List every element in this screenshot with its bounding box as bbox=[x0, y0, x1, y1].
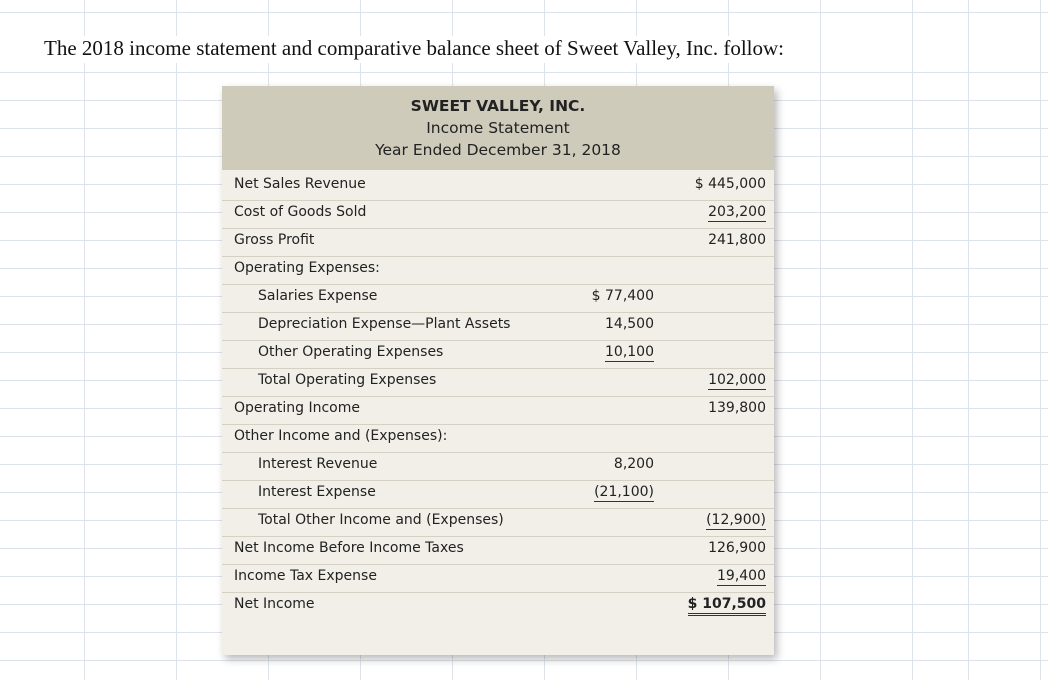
row-net-sales-revenue bbox=[222, 172, 774, 200]
total-amount: 126,900 bbox=[708, 540, 766, 556]
row-label: Cost of Goods Sold bbox=[234, 204, 367, 220]
row-operating-income bbox=[222, 396, 774, 424]
detail-amount: $ 77,400 bbox=[591, 288, 654, 304]
row-label: Interest Expense bbox=[258, 484, 376, 500]
intro-text: The 2018 income statement and comparative balance sheet of Sweet Valley, Inc. follow: bbox=[44, 36, 788, 63]
total-amount: 203,200 bbox=[708, 204, 766, 220]
row-label: Net Income Before Income Taxes bbox=[234, 540, 464, 556]
detail-amount: 10,100 bbox=[605, 344, 654, 360]
row-label: Total Other Income and (Expenses) bbox=[258, 512, 504, 528]
row-label: Salaries Expense bbox=[258, 288, 378, 304]
row-income-tax-expense bbox=[222, 564, 774, 592]
row-label: Income Tax Expense bbox=[234, 568, 377, 584]
row-interest-expense bbox=[222, 480, 774, 508]
row-interest-revenue bbox=[222, 452, 774, 480]
row-label: Operating Income bbox=[234, 400, 360, 416]
row-cost-of-goods-sold bbox=[222, 200, 774, 228]
detail-amount: 14,500 bbox=[605, 316, 654, 332]
company-name: SWEET VALLEY, INC. bbox=[410, 97, 586, 115]
row-label: Depreciation Expense—Plant Assets bbox=[258, 316, 511, 332]
row-label: Interest Revenue bbox=[258, 456, 378, 472]
total-amount: 102,000 bbox=[708, 372, 766, 388]
row-label: Total Operating Expenses bbox=[258, 372, 437, 388]
row-depreciation-expense bbox=[222, 312, 774, 340]
income-statement bbox=[222, 86, 774, 655]
row-net-income bbox=[222, 592, 774, 620]
row-total-other-income bbox=[222, 508, 774, 536]
total-amount: $ 107,500 bbox=[688, 596, 766, 616]
detail-amount: 8,200 bbox=[613, 456, 654, 472]
row-gross-profit bbox=[222, 228, 774, 256]
total-amount: 19,400 bbox=[717, 568, 766, 584]
row-label: Other Income and (Expenses): bbox=[234, 428, 448, 444]
statement-header bbox=[222, 86, 774, 170]
total-amount: 241,800 bbox=[708, 232, 766, 248]
row-net-income-before-taxes bbox=[222, 536, 774, 564]
detail-amount: (21,100) bbox=[594, 484, 654, 500]
row-total-operating-expenses bbox=[222, 368, 774, 396]
row-salaries-expense bbox=[222, 284, 774, 312]
row-label: Operating Expenses: bbox=[234, 260, 380, 276]
statement-title: Income Statement bbox=[426, 119, 570, 137]
row-label: Other Operating Expenses bbox=[258, 344, 444, 360]
total-amount: (12,900) bbox=[706, 512, 766, 528]
total-amount: 139,800 bbox=[708, 400, 766, 416]
total-amount: $ 445,000 bbox=[694, 176, 766, 192]
statement-period: Year Ended December 31, 2018 bbox=[375, 141, 621, 159]
row-other-operating-expenses bbox=[222, 340, 774, 368]
row-label: Net Sales Revenue bbox=[234, 176, 366, 192]
row-label: Net Income bbox=[234, 596, 315, 612]
row-other-income-heading bbox=[222, 424, 774, 452]
row-label: Gross Profit bbox=[234, 232, 315, 248]
row-operating-expenses-heading bbox=[222, 256, 774, 284]
